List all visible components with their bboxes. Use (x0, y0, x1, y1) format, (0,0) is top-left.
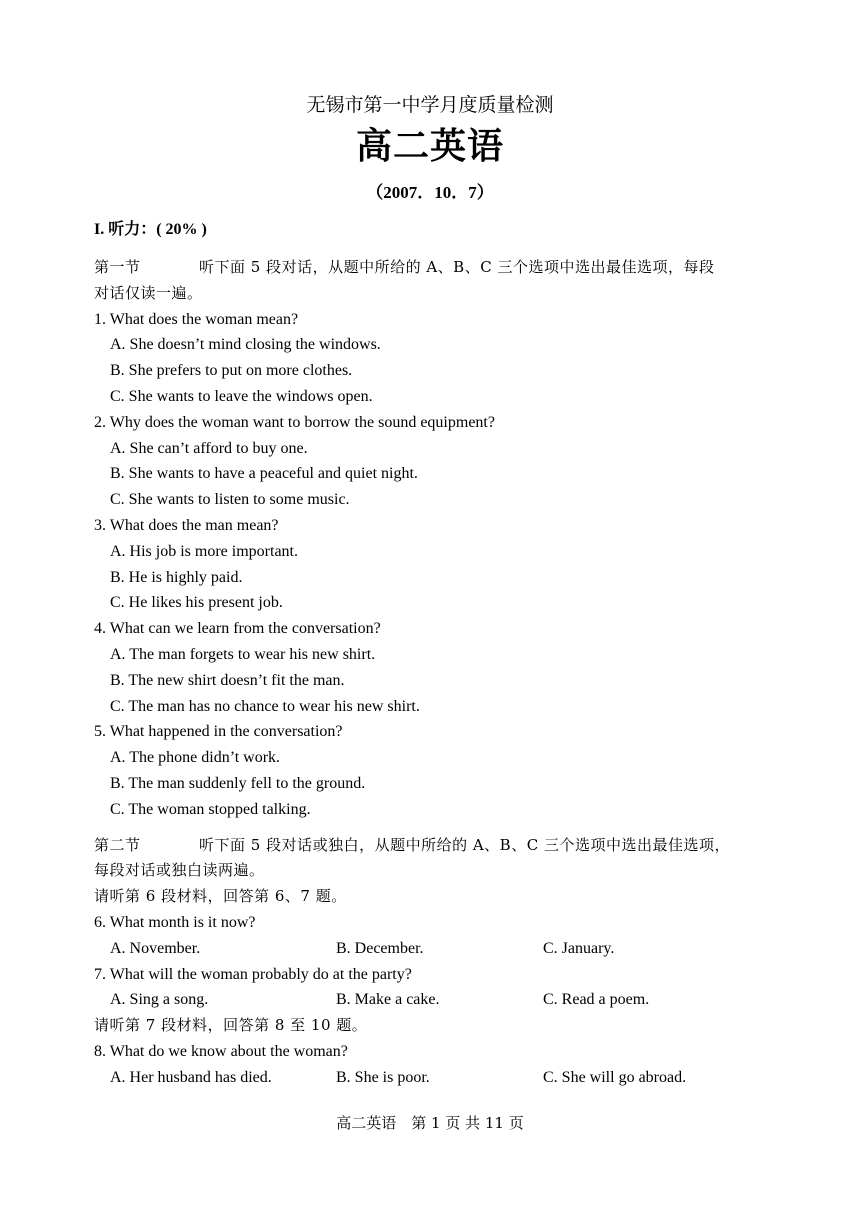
section-heading: I. 听力：( 20% ) (94, 221, 207, 238)
question-block-3 (94, 513, 770, 616)
question-text: 3. What does the man mean? (94, 516, 279, 534)
part2-instruction-line1: 听下面 5 段对话或独白，从题中所给的 A、B、C 三个选项中选出最佳选项， (199, 835, 730, 854)
school-title: 无锡市第一中学月度质量检测 (306, 95, 554, 116)
option-c: C. She wants to listen to some music. (110, 491, 350, 509)
part2-label: 第二节 (94, 835, 141, 854)
part2-instruction (94, 833, 770, 859)
option-c: C. The woman stopped talking. (110, 800, 311, 818)
option-b: B. The man suddenly fell to the ground. (110, 774, 366, 792)
question-text: 5. What happened in the conversation? (94, 723, 343, 741)
exam-title: 高二英语 (355, 126, 504, 167)
question-text: 8. What do we know about the woman? (94, 1042, 348, 1060)
option-c: C. She will go abroad. (543, 1068, 687, 1086)
option-b: B. The new shirt doesn’t fit the man. (110, 671, 345, 689)
question-block-6 (94, 910, 770, 962)
option-b: B. He is highly paid. (110, 568, 243, 586)
option-b: B. Make a cake. (336, 991, 440, 1009)
option-a: A. His job is more important. (110, 542, 298, 560)
options-row (94, 936, 770, 962)
option-b: B. She prefers to put on more clothes. (110, 362, 353, 380)
question-text: 6. What month is it now? (94, 913, 256, 931)
option-c: C. She wants to leave the windows open. (110, 387, 373, 405)
question-block-8 (94, 1039, 770, 1091)
exam-date: （2007．10．7） (366, 183, 494, 202)
option-a: A. The phone didn’t work. (110, 749, 281, 767)
question-block-1 (94, 307, 770, 410)
option-c: C. The man has no chance to wear his new shirt. (110, 697, 420, 715)
option-a: A. The man forgets to wear his new shirt. (110, 645, 376, 663)
exam-content (94, 255, 770, 1091)
part1-instruction (94, 255, 770, 281)
part1-instruction-line1: 听下面 5 段对话，从题中所给的 A、B、C 三个选项中选出最佳选项，每段 (199, 258, 715, 276)
option-a: A. Her husband has died. (110, 1068, 272, 1086)
option-a: A. She can’t afford to buy one. (110, 439, 308, 457)
question-block-7 (94, 962, 770, 1014)
option-c: C. He likes his present job. (110, 594, 283, 612)
listening-note-6: 请听第 6 段材料，回答第 6、7 题。 (94, 887, 347, 906)
option-b: B. She wants to have a peaceful and quiet night. (110, 465, 418, 483)
question-block-2 (94, 410, 770, 513)
spacer (94, 823, 770, 833)
listening-note-7: 请听第 7 段材料，回答第 8 至 10 题。 (94, 1016, 368, 1035)
part1-instruction-line2: 对话仅读一遍。 (94, 283, 203, 302)
question-text: 1. What does the woman mean? (94, 310, 299, 328)
options-row (94, 987, 770, 1013)
part1-label: 第一节 (94, 258, 141, 276)
option-c: C. January. (543, 939, 615, 957)
options-row (94, 1065, 770, 1091)
question-text: 4. What can we learn from the conversation? (94, 620, 381, 638)
option-b: B. She is poor. (336, 1068, 430, 1086)
option-a: A. She doesn’t mind closing the windows. (110, 336, 381, 354)
option-b: B. December. (336, 939, 424, 957)
page-footer: 高二英语 第 1 页 共 11 页 (336, 1114, 524, 1132)
part2-instruction-line2: 每段对话或独白读两遍。 (94, 861, 265, 880)
option-c: C. Read a poem. (543, 991, 650, 1009)
option-a: A. November. (110, 939, 201, 957)
option-a: A. Sing a song. (110, 991, 209, 1009)
question-text: 2. Why does the woman want to borrow the sound equipment? (94, 413, 495, 431)
question-block-5 (94, 719, 770, 822)
question-text: 7. What will the woman probably do at the party? (94, 965, 412, 983)
question-block-4 (94, 616, 770, 719)
